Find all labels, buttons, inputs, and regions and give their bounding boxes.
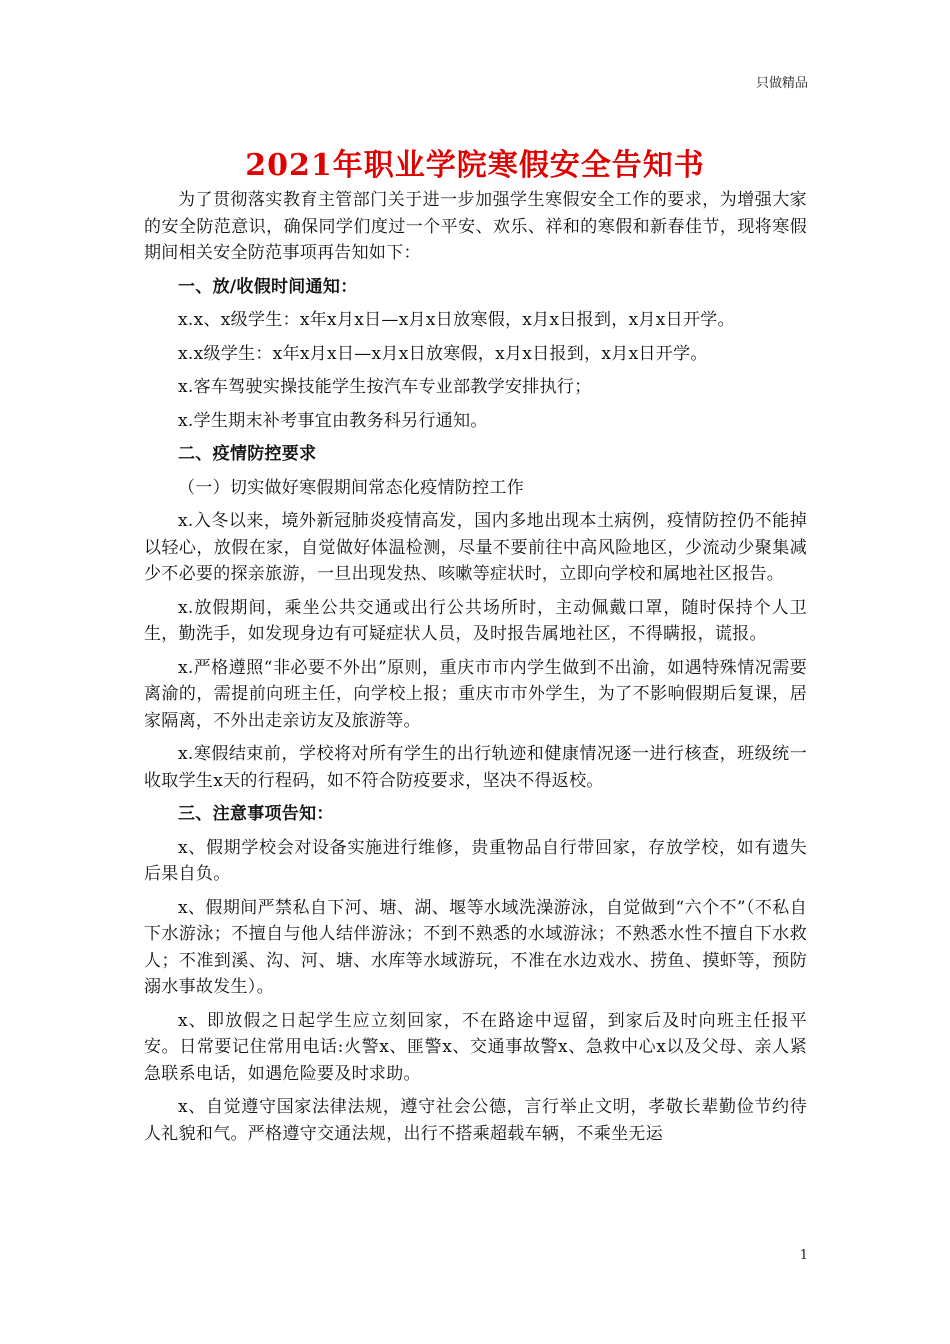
body-paragraph: x.入冬以来，境外新冠肺炎疫情高发，国内多地出现本土病例，疫情防控仍不能掉以轻心，放假在家，自觉做好体温检测，尽量不要前往中高风险地区，少流动少聚集减少不必要的探亲旅游，一旦出现发热、咳嗽等症状时，立即向学校和属地社区报告。 [144, 511, 807, 584]
body-paragraph: 为了贯彻落实教育主管部门关于进一步加强学生寒假安全工作的要求，为增强大家的安全防范意识，确保同学们度过一个平安、欢乐、祥和的寒假和新春佳节，现将寒假期间相关安全防范事项再告知如下： [144, 190, 807, 263]
section-heading: 三、注意事项告知： [178, 804, 334, 824]
body-paragraph: x.x级学生：x年x月x日—x月x日放寒假，x月x日报到，x月x日开学。 [178, 343, 708, 364]
header-note: 只做精品 [755, 76, 808, 91]
body-paragraph: x.寒假结束前，学校将对所有学生的出行轨迹和健康情况逐一进行核查，班级统一收取学生x天的行程码，如不符合防疫要求，坚决不得返校。 [144, 744, 807, 791]
body-paragraph: x、假期学校会对设备实施进行维修，贵重物品自行带回家，存放学校，如有遗失后果自负。 [144, 837, 807, 884]
document-title: 2021年职业学院寒假安全告知书 [245, 148, 705, 183]
body-paragraph: x.学生期末补考事宜由教务科另行通知。 [178, 410, 488, 431]
body-paragraph: x.放假期间，乘坐公共交通或出行公共场所时，主动佩戴口罩，随时保持个人卫生，勤洗手，如发现身边有可疑症状人员，及时报告属地社区，不得瞒报，谎报。 [144, 597, 807, 644]
body-paragraph: x、即放假之日起学生应立刻回家，不在路途中逗留，到家后及时向班主任报平安。日常要记住常用电话:火警x、匪警x、交通事故警x、急救中心x以及父母、亲人紧急联系电话，如遇危险要及时求助。 [144, 1010, 807, 1084]
body-paragraph: （一）切实做好寒假期间常态化疫情防控工作 [178, 477, 524, 498]
page-number: 1 [799, 1248, 808, 1263]
section-heading: 一、放/收假时间通知： [178, 276, 358, 297]
document-body [144, 187, 807, 1154]
body-paragraph: x、自觉遵守国家法律法规，遵守社会公德，言行举止文明，孝敬长辈勤俭节约待人礼貌和气。严格遵守交通法规，出行不搭乘超载车辆，不乘坐无运 [144, 1097, 807, 1144]
body-paragraph: x.客车驾驶实操技能学生按汽车专业部教学安排执行； [178, 377, 592, 397]
body-paragraph: x.x、x级学生：x年x月x日—x月x日放寒假，x月x日报到，x月x日开学。 [178, 310, 735, 330]
body-paragraph: x.严格遵照“非必要不外出”原则，重庆市市内学生做到不出渝，如遇特殊情况需要离渝的，需提前向班主任，向学校上报；重庆市市外学生，为了不影响假期后复课，居家隔离，不外出走亲访友及旅游等。 [144, 657, 807, 731]
body-paragraph: x、假期间严禁私自下河、塘、湖、堰等水域洗澡游泳，自觉做到“六个不”（不私自下水游泳；不擅自与他人结伴游泳；不到不熟悉的水域游泳；不熟悉水性不擅自下水救人；不准到溪、沟、河、塘、水库等水域游玩，不准在水边戏水、捞鱼、摸虾等，预防溺水事故发生）。 [144, 897, 807, 997]
section-heading: 二、疫情防控要求 [178, 444, 317, 464]
